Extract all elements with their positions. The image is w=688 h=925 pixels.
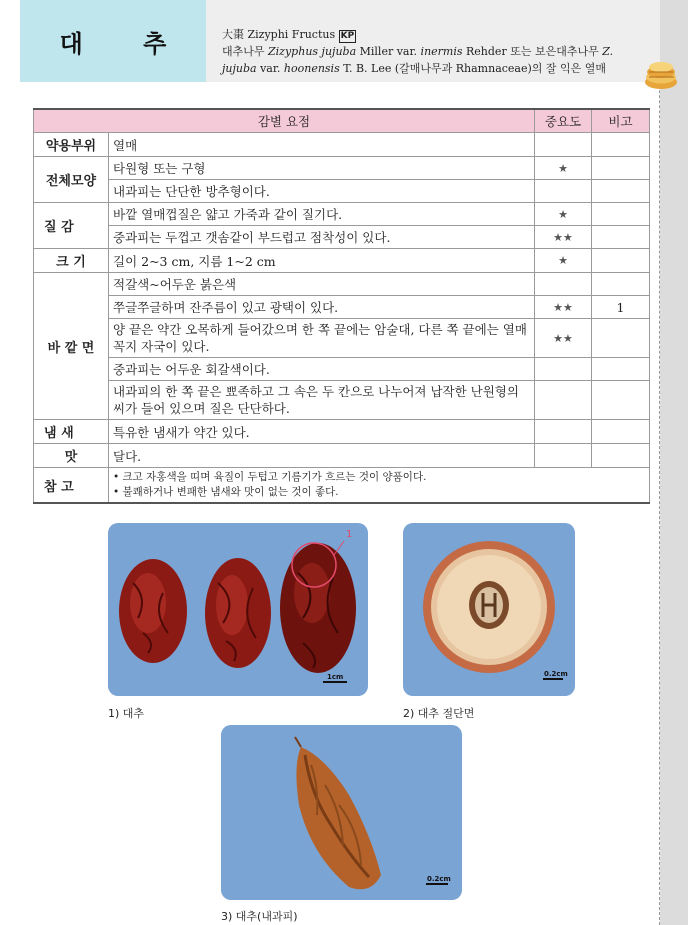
row-label-size: 크 기: [34, 249, 109, 273]
latin-name-line: [222, 26, 642, 43]
table-row: [34, 296, 650, 319]
table-row: [34, 381, 650, 420]
callout-marker: 1: [346, 529, 353, 540]
table-row: [34, 468, 650, 504]
scale-bar-label: 1cm: [327, 673, 344, 681]
importance-stars: ★★: [535, 226, 592, 249]
table-row: [34, 444, 650, 468]
smell-text: 특유한 냄새가 약간 있다.: [109, 420, 535, 444]
photo-jujube-cross-section: [403, 523, 575, 696]
outside-text-3: 양 끝은 약간 오목하게 들어갔으며 한 쪽 끝에는 암술대, 다른 쪽 끝에는 열매꼭지 자국이 있다.: [109, 319, 535, 358]
row-label-texture: 질 감: [34, 203, 109, 249]
reference-note-1: • 크고 자홍색을 띠며 육질이 두텁고 기름기가 흐르는 것이 양품이다.: [113, 471, 427, 483]
shape-text-2: 내과피는 단단한 방추형이다.: [109, 180, 535, 203]
table-row: [34, 273, 650, 296]
col-header-note: 비고: [592, 109, 650, 133]
scale-bar-label: 0.2cm: [544, 670, 568, 678]
scale-bar-label: 0.2cm: [427, 875, 451, 883]
row-label-outside: 바 깥 면: [34, 273, 109, 420]
outside-text-4: 중과피는 어두운 회갈색이다.: [109, 358, 535, 381]
reference-notes: [109, 468, 650, 504]
note-ref: 1: [592, 296, 650, 319]
row-label-ref: 참 고: [34, 468, 109, 504]
page-edge-strip: [660, 0, 688, 925]
title-box: [20, 0, 206, 82]
endocarp-image: [221, 725, 462, 900]
importance-stars: ★: [535, 157, 592, 180]
outside-text-1: 적갈색~어두운 붉은색: [109, 273, 535, 296]
row-label-part: 약용부위: [34, 133, 109, 157]
jujube-fruits-image: [108, 523, 368, 696]
book-stack-icon: [643, 56, 679, 92]
latin-name: Zizyphi Fructus: [247, 28, 336, 41]
row-label-smell: 냄 새: [34, 420, 109, 444]
size-text: 길이 2~3 cm, 지름 1~2 cm: [109, 249, 535, 273]
identification-table: [33, 108, 650, 504]
photo-jujube-endocarp: [221, 725, 462, 900]
outside-text-2: 쭈글쭈글하며 잔주름이 있고 광택이 있다.: [109, 296, 535, 319]
table-row: [34, 157, 650, 180]
table-row: [34, 180, 650, 203]
row-label-shape: 전체모양: [34, 157, 109, 203]
page-title: 대 추: [59, 29, 193, 58]
table-row: [34, 319, 650, 358]
table-header-row: [34, 109, 650, 133]
figure-caption-3: 3) 대추(내과피): [221, 910, 298, 923]
figure-caption-2: 2) 대추 절단면: [403, 707, 475, 720]
importance-stars: ★: [535, 249, 592, 273]
importance-stars: ★★: [535, 319, 592, 358]
table-row: [34, 203, 650, 226]
texture-text-2: 중과피는 두껍고 갯솜같이 부드럽고 점착성이 있다.: [109, 226, 535, 249]
table-row: [34, 226, 650, 249]
importance-stars: ★★: [535, 296, 592, 319]
hanja-name: 大棗: [222, 28, 244, 41]
shape-text-1: 타원형 또는 구형: [109, 157, 535, 180]
table-row: [34, 133, 650, 157]
col-header-main: 감별 요점: [34, 109, 535, 133]
table-row: [34, 420, 650, 444]
part-text: 열매: [109, 133, 535, 157]
page-cut-line: [659, 0, 660, 925]
kp-badge: KP: [340, 31, 355, 41]
header-description: [222, 26, 642, 77]
figure-caption-1: 1) 대추: [108, 707, 145, 720]
col-header-importance: 중요도: [535, 109, 592, 133]
outside-text-5: 내과피의 한 쪽 끝은 뾰족하고 그 속은 두 칸으로 나누어져 납작한 난원형의 씨가 들어 있으며 질은 단단하다.: [109, 381, 535, 420]
photo-jujube-fruits: [108, 523, 368, 696]
importance-stars: ★: [535, 203, 592, 226]
reference-note-2: • 불쾌하거나 변패한 냄새와 맛이 없는 것이 좋다.: [113, 486, 339, 498]
table-row: [34, 358, 650, 381]
source-description: 대추나무 Zizyphus jujuba Miller var. inermis Rehder 또는 보은대추나무 Z. jujuba var. hoonensis T. B. Lee (갈매나무과 Rhamnaceae)의 잘 익은 열매: [222, 45, 614, 75]
table-row: [34, 249, 650, 273]
texture-text-1: 바깥 열매껍질은 얇고 가죽과 같이 질기다.: [109, 203, 535, 226]
taste-text: 달다.: [109, 444, 535, 468]
row-label-taste: 맛: [34, 444, 109, 468]
